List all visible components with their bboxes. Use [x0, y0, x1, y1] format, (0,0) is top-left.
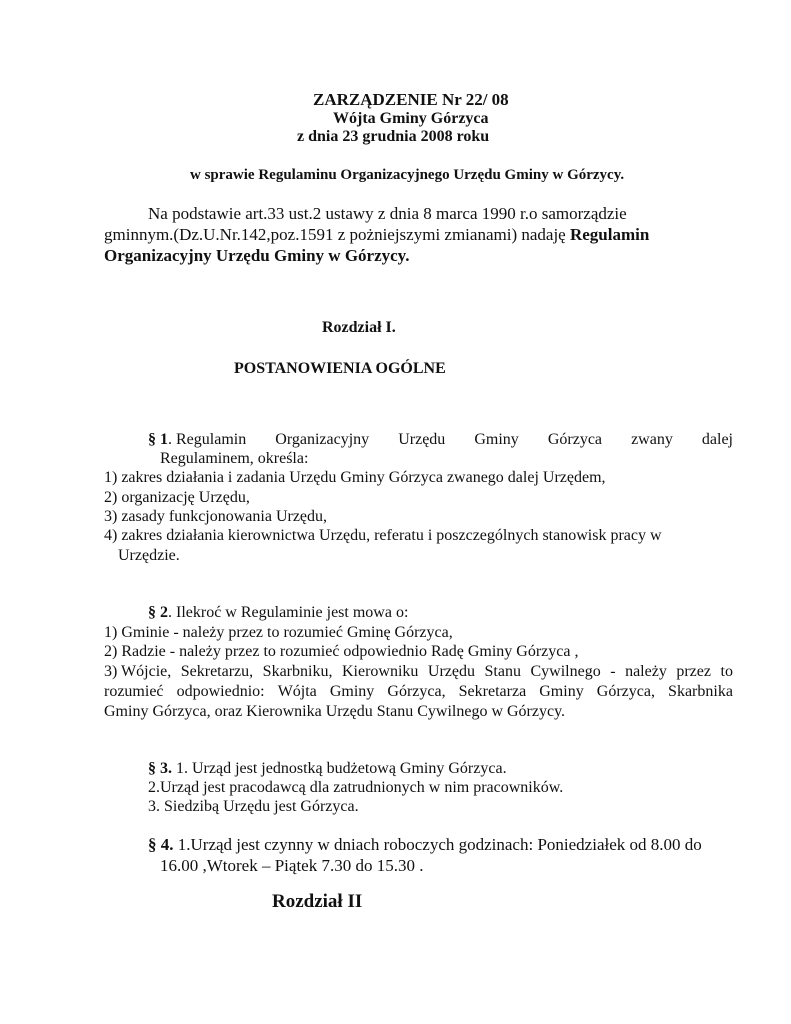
- par3-line-1: [148, 760, 507, 778]
- par1-word: Urzędu: [398, 431, 446, 448]
- par3-line-2: 2.Urząd jest pracodawcą dla zatrudnionych w nim pracowników.: [148, 779, 564, 796]
- par4-mark: § 4.: [148, 835, 174, 854]
- par1-intro-lead: [148, 431, 246, 449]
- par2-intro: [148, 604, 408, 622]
- par3-line-3: 3. Siedzibą Urzędu jest Górzyca.: [148, 798, 359, 815]
- par2-word: Kierowniku: [341, 663, 419, 680]
- chapter-1-subtitle: POSTANOWIENIA OGÓLNE: [234, 360, 446, 377]
- par1-word: zwany: [631, 431, 673, 448]
- par2-item-3-line-3: Gminy Górzyca, oraz Kierownika Urzędu Stanu Cywilnego w Górzycy.: [104, 703, 566, 720]
- par1-word: . Regulamin: [168, 431, 247, 448]
- par2-word: Górzyca,: [596, 683, 655, 700]
- par2-word: Sekretarzu,: [180, 663, 254, 680]
- par2-intro-text: . Ilekroć w Regulaminie jest mowa o:: [168, 604, 409, 621]
- document-issuer: Wójta Gminy Górzyca: [333, 110, 489, 127]
- par2-word: Stanu: [484, 663, 521, 680]
- chapter-1-title: Rozdział I.: [322, 319, 396, 336]
- document-title: ZARZĄDZENIE Nr 22/ 08: [313, 90, 509, 109]
- par4-line-1: [148, 835, 702, 855]
- par1-word: Górzyca: [547, 431, 603, 448]
- par2-word: Sekretarza: [458, 683, 527, 700]
- par1-item-continuation: Urzędzie.: [118, 547, 180, 564]
- par2-word: Cywilnego: [530, 663, 601, 680]
- chapter-2-title: Rozdział II: [272, 891, 363, 912]
- par2-item: 1) Gminie - należy przez to rozumieć Gminę Górzyca,: [104, 624, 453, 641]
- par2-word: rozumieć: [104, 683, 164, 700]
- par2-word: Gminy: [539, 683, 584, 700]
- par1-item: 3) zasady funkcjonowania Urzędu,: [104, 508, 328, 525]
- par2-item: 2) Radzie - należy przez to rozumieć odpowiednio Radę Gminy Górzyca ,: [104, 643, 579, 660]
- document-date: z dnia 23 grudnia 2008 roku: [297, 128, 490, 145]
- par2-word: odpowiednio:: [176, 683, 265, 700]
- par1-word: Gminy: [474, 431, 519, 448]
- par1-item: 1) zakres działania i zadania Urzędu Gminy Górzyca zwanego dalej Urzędem,: [104, 469, 606, 486]
- par2-word: to: [720, 663, 733, 680]
- par1-word: Organizacyjny: [275, 431, 370, 448]
- par1-intro-line: [148, 431, 733, 449]
- par2-word: Skarbniku,: [262, 663, 333, 680]
- preamble-line-3: Organizacyjny Urzędu Gminy w Górzycy.: [104, 246, 410, 265]
- par2-item-3-line-1: [104, 663, 733, 681]
- par3-line-1-text: 1. Urząd jest jednostką budżetową Gminy Górzyca.: [172, 760, 507, 777]
- par1-word: dalej: [701, 431, 733, 448]
- document-subject: w sprawie Regulaminu Organizacyjnego Urzędu Gminy w Górzycy.: [190, 167, 625, 183]
- par1-intro-line-2: Regulaminem, określa:: [160, 450, 309, 467]
- par2-word: należy: [625, 663, 667, 680]
- par1-item: 2) organizację Urzędu,: [104, 489, 250, 506]
- par3-mark: § 3.: [148, 760, 172, 777]
- par2-word: -: [610, 663, 616, 680]
- par2-word: przez: [676, 663, 711, 680]
- par2-word: Gminy: [329, 683, 375, 700]
- par2-item-3-line-2: [104, 683, 733, 701]
- par1-item: 4) zakres działania kierownictwa Urzędu, referatu i poszczególnych stanowisk pracy w: [104, 527, 662, 544]
- par2-mark: § 2: [148, 604, 168, 621]
- par2-word: Urzędu: [427, 663, 476, 680]
- preamble-line-2-bold: Regulamin: [569, 225, 650, 244]
- preamble-line-1: Na podstawie art.33 ust.2 ustawy z dnia 8 marca 1990 r.o samorządzie: [148, 204, 627, 223]
- par4-line-2: 16.00 ,Wtorek – Piątek 7.30 do 15.30 .: [160, 856, 424, 875]
- preamble-line-2-text: gminnym.(Dz.U.Nr.142,poz.1591 z pożniejszymi zmianami) nadaję: [104, 225, 570, 244]
- par2-word: Górzyca,: [387, 683, 446, 700]
- preamble-line-2: [104, 225, 649, 245]
- par2-word: Wójta: [277, 683, 317, 700]
- par2-word: 3) Wójcie,: [104, 663, 172, 680]
- par1-mark: § 1: [148, 431, 168, 448]
- par4-line-1-text: 1.Urząd jest czynny w dniach roboczych godzinach: Poniedziałek od 8.00 do: [173, 835, 702, 854]
- par2-word: Skarbnika: [668, 683, 733, 700]
